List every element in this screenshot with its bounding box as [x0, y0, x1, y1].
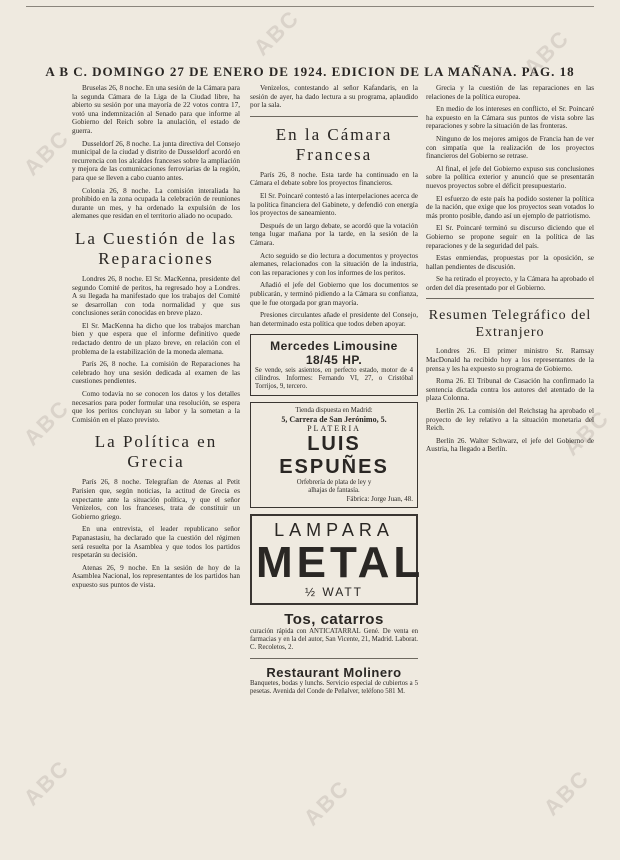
watermark-stamp: ABC [518, 24, 575, 81]
article-paragraph: Se ha retirado el proyecto, y la Cámara ha aprobado el orden del día presentado por el Gobierno. [426, 275, 594, 292]
ad-text: 5, Carrera de San Jerónimo, 5. [281, 415, 387, 425]
article-paragraph: El Sr. Poincaré contestó a las interpelaciones acerca de la política financiera del Gabinete, y defendió con energía los proyectos de saneamiento. [250, 191, 418, 218]
divider [250, 658, 418, 659]
top-rule [26, 6, 594, 7]
ad-title: Restaurant Molinero [266, 665, 402, 681]
section-heading-grecia [72, 432, 240, 472]
article-paragraph: Colonia 26, 8 noche. La comisión interaliada ha prohibido en la zona ocupada la celebración de reuniones durante un mes, y ha ordenado la expulsión de los alemanes que residan en el territorio aliado no ocupado. [72, 186, 240, 221]
ad-text: alhajas de fantasía. [308, 487, 360, 495]
ad-plateria [250, 402, 418, 508]
divider [426, 298, 594, 299]
watermark-stamp: ABC [18, 394, 75, 451]
heading-line: Reparaciones [98, 248, 214, 268]
ad-text: Orfebrería de plata de ley y [296, 479, 372, 487]
ad-text: PLATERIA [307, 424, 361, 434]
section-heading-camara [250, 125, 418, 165]
column-2 [250, 84, 425, 696]
ad-brand-name: LUIS ESPUÑES [279, 433, 389, 479]
heading-line: En la Cámara [275, 124, 393, 144]
article-paragraph: Berlín 26. La comisión del Reichstag ha aprobado el proyecto de ley relativo a la situación monetaria del Reich. [426, 407, 594, 433]
watermark-stamp: ABC [18, 754, 75, 811]
heading-line: La Cuestión de las [74, 228, 238, 248]
watermark-stamp: ABC [18, 124, 75, 181]
article-paragraph: Presiones circulantes añade el presidente del Consejo, han determinado esta política que todos deben apoyar. [250, 311, 418, 328]
ad-brand-name: METAL [256, 538, 425, 588]
article-paragraph: Ninguno de los mejores amigos de Francia han de ver con simpatía que la realización de los proyectos financieros del Gobierno se retrase. [426, 134, 594, 161]
article-paragraph: Roma 26. El Tribunal de Casación ha confirmado la sentencia dictada contra los autores del atentado de la plaza Colonna. [426, 377, 594, 403]
divider [250, 116, 418, 117]
page-header: A B C. DOMINGO 27 DE ENERO DE 1924. EDICION DE LA MAÑANA. PAG. 18 [45, 64, 575, 79]
section-heading-reparaciones [72, 229, 240, 269]
article-paragraph: El Sr. Poincaré terminó su discurso diciendo que el Gobierno se propone seguir en la política de las reparaciones y de la seguridad del país. [426, 224, 594, 250]
heading-line: Grecia [127, 452, 185, 472]
ad-text: Se vende, seis asientos, en perfecto estado, motor de 4 cilindros. Informes: Fernando VI, 27, o Cristóbal Torrijos, 9, tercero. [255, 367, 413, 391]
article-paragraph: Venizelos, contestando al señor Kafandaris, en la sesión de ayer, ha dado lectura a su programa, aplaudido por la sala. [250, 84, 418, 110]
article-paragraph: París 26, 8 noche. Esta tarde ha continuado en la Cámara el debate sobre los proyectos financieros. [250, 170, 418, 188]
heading-line: Resumen Telegráfico del [428, 308, 592, 324]
watermark-stamp: ABC [298, 774, 355, 831]
article-paragraph: Después de un largo debate, se acordó que la votación tenga lugar mañana por la tarde, en la sesión de la Cámara. [250, 221, 418, 247]
article-paragraph: Al final, el jefe del Gobierno expuso sus conclusiones sobre la política exterior y anunció que se presentarán nuevos proyectos sobre el déficit presupuestario. [426, 164, 594, 190]
article-paragraph: París 26, 8 noche. Telegrafían de Atenas al Petit Parisien que, según noticias, la actitud de Grecia es expectante ante la situación política, y que el señor Venizelos, con los franceses, trata de constituir un Gobierno griego. [72, 478, 240, 521]
article-paragraph: Londres 26. El primer ministro Sr. Ramsay MacDonald ha recibido hoy a los representantes de la prensa y les ha expuesto su programa de Gobierno. [426, 347, 594, 373]
ad-text: Fábrica: Jorge Juan, 48. [346, 495, 413, 504]
heading-line: Francesa [295, 144, 373, 164]
section-heading-resumen [426, 307, 594, 341]
article-paragraph: Londres 26, 8 noche. El Sr. MacKenna, presidente del segundo Comité de peritos, ha regresado hoy a Londres. A su llegada ha manifestado que los trabajos del Comité se desarrollan con toda normalidad y que sus conclusiones serán conocidas en breve plazo. [72, 274, 240, 318]
article-paragraph: Añadió el jefe del Gobierno que los documentos se publicarán, y terminó pidiendo a la Cámara su confianza, que le fue otorgada por gran mayoría. [250, 281, 418, 307]
ad-restaurant [250, 665, 418, 696]
article-paragraph: Atenas 26, 9 noche. En la sesión de hoy de la Asamblea Nacional, los representantes de los partidos han expuesto sus puntos de vista. [72, 563, 240, 589]
article-paragraph: Berlín 26. Walter Schwarz, el jefe del Gobierno de Austria, ha llegado a Berlín. [426, 436, 594, 454]
watermark-stamp: ABC [248, 4, 305, 61]
article-paragraph: El Sr. MacKenna ha dicho que los trabajos marchan bien y que espera que el informe definitivo quede redactado dentro de un plazo breve, en relación con el problema de la estabilización de la moneda alemana. [72, 321, 240, 356]
heading-line: Extranjero [475, 325, 545, 341]
article-paragraph: En medio de los intereses en conflicto, el Sr. Poincaré ha expuesto en la Cámara sus puntos de vista sobre las reparaciones y sobre la situación de las fronteras. [426, 105, 594, 131]
article-paragraph: Dusseldorf 26, 8 noche. La junta directiva del Consejo municipal de la ciudad y distrito de Dusseldorf acordó en recurrencia con los alcaldes franceses sobre la ampliación y mejora de las comunicaciones ferroviarias de la región, para que se lleven a cabo cuanto antes. [72, 139, 240, 182]
article-paragraph: París 26, 8 noche. La comisión de Reparaciones ha celebrado hoy una sesión dedicada al examen de las cuestiones pendientes. [72, 360, 240, 386]
ad-title: Tos, catarros [284, 611, 384, 629]
watermark-stamp: ABC [538, 764, 595, 821]
ad-text: curación rápida con ANTICATARRAL Gené. De venta en farmacias y en la del autor, San Vicente, 21, Madrid. Laborat. C. Recoletos, 2. [250, 628, 418, 652]
article-paragraph: El esfuerzo de este país ha podido sostener la política de la nación, que exige que los proyectos sean votados lo más pronto posible, dando así un ejemplo de patriotismo. [426, 194, 594, 220]
article-paragraph: En una entrevista, el leader republicano señor Papanastasiu, ha declarado que la cuestión del régimen será resuelta por la Asamblea y que todos los partidos respetarán su decisión. [72, 525, 240, 560]
watermark-stamp: ABC [558, 404, 615, 461]
article-paragraph: Como todavía no se conocen los datos y los detalles necesarios para poder formular una resolución, se espera que los peritos concluyan su labor y la sometan a la Comisión en el plazo previsto. [72, 390, 240, 424]
article-paragraph: Bruselas 26, 8 noche. En una sesión de la Cámara para la segunda Cámara de la Liga de la Ciudad libre, ha abierto su sesión por una mayoría de 22 votos contra 17, votó una indemnización al Senado para que informe al Gobierno del Reich sobre la anulación, el estado de guerra. [72, 84, 240, 135]
ad-title: Mercedes Limousine 18/45 HP. [270, 339, 398, 368]
ad-lampara-metal [250, 514, 425, 605]
ad-text: ½ WATT [305, 585, 363, 600]
heading-line: La Política en [94, 432, 218, 452]
column-1 [72, 84, 240, 594]
article-paragraph: Grecia y la cuestión de las reparaciones en las relaciones de la política europea. [426, 84, 594, 101]
ad-mercedes [250, 334, 418, 396]
article-paragraph: Acto seguido se dio lectura a documentos y proyectos alemanes, relacionados con la situación de la industria, con las reparaciones y con los informes de los peritos. [250, 251, 418, 277]
ad-text: Banquetes, bodas y lunchs. Servicio especial de cubiertos a 5 pesetas. Avenida del Conde de Peñalver, teléfono 581 M. [250, 680, 418, 696]
ad-tos-catarros [250, 611, 418, 652]
ad-text: LAMPARA [274, 520, 394, 541]
column-3 [426, 84, 594, 458]
article-paragraph: Estas enmiendas, propuestas por la oposición, se hallan pendientes de discusión. [426, 254, 594, 271]
ad-text: Tienda dispuesta en Madrid: [295, 407, 373, 415]
